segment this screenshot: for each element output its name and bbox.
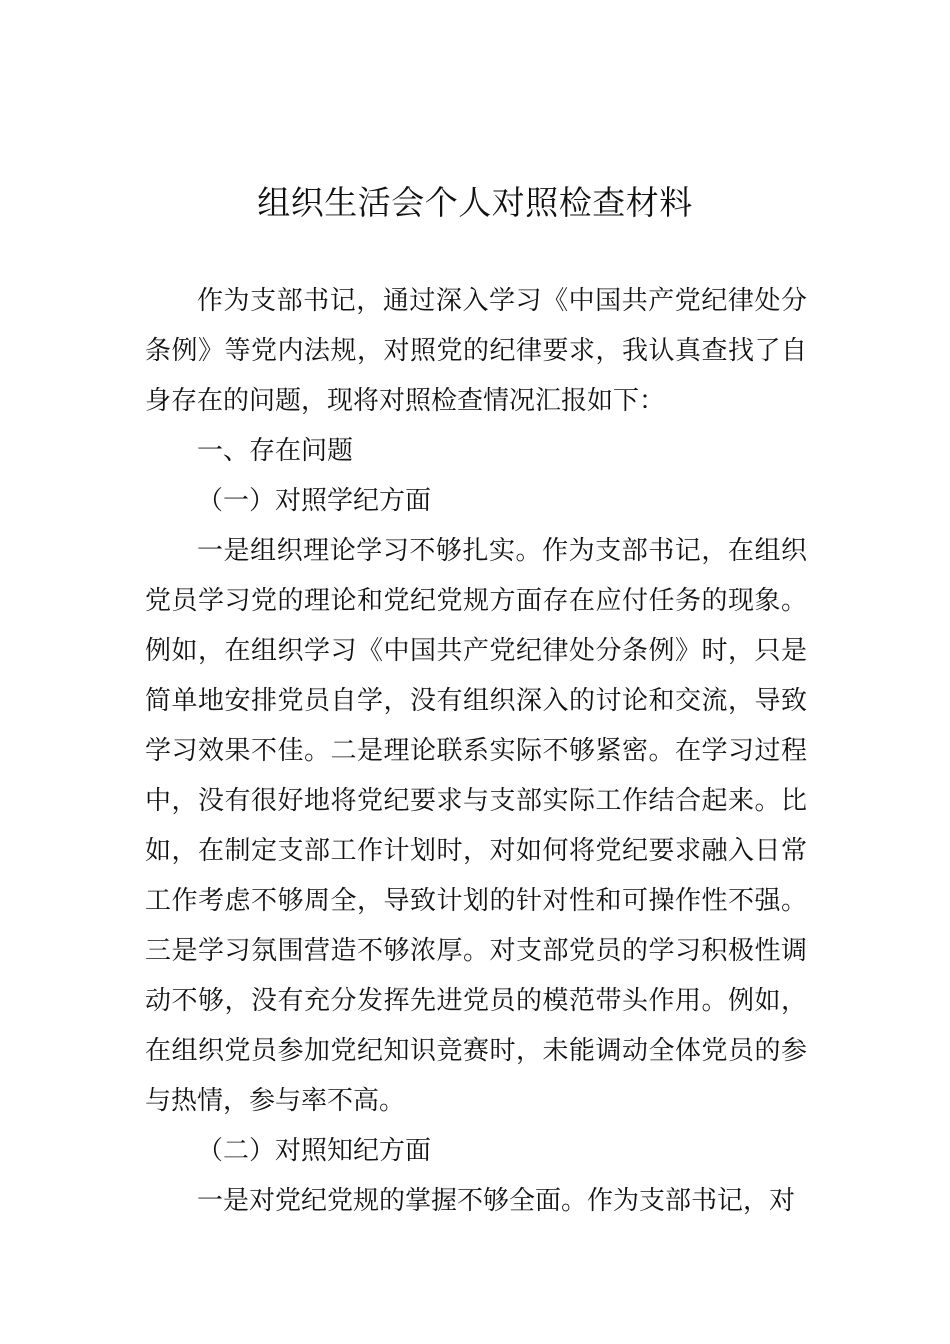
heading-subsection-1: （一）对照学纪方面 bbox=[197, 486, 432, 516]
heading-subsection-2: （二）对照知纪方面 bbox=[197, 1136, 432, 1166]
paragraph-know-discipline: 一是对党纪党规的掌握不够全面。作为支部书记，对 bbox=[197, 1186, 796, 1216]
paragraph-intro: 作为支部书记，通过深入学习《中国共产党纪律处分条例》等党内法规，对照党的纪律要求，我认真查找了自身存在的问题，现将对照检查情况汇报如下： bbox=[145, 286, 807, 416]
document-title: 组织生活会个人对照检查材料 bbox=[257, 183, 693, 222]
document-body bbox=[145, 276, 807, 1226]
paragraph-study-discipline: 一是组织理论学习不够扎实。作为支部书记，在组织党员学习党的理论和党纪党规方面存在应付任务的现象。例如，在组织学习《中国共产党纪律处分条例》时，只是简单地安排党员自学，没有组织深入的讨论和交流，导致学习效果不佳。二是理论联系实际不够紧密。在学习过程中，没有很好地将党纪要求与支部实际工作结合起来。比如，在制定支部工作计划时，对如何将党纪要求融入日常工作考虑不够周全，导致计划的针对性和可操作性不强。三是学习氛围营造不够浓厚。对支部党员的学习积极性调动不够，没有充分发挥先进党员的模范带头作用。例如，在组织党员参加党纪知识竞赛时，未能调动全体党员的参与热情，参与率不高。 bbox=[145, 536, 807, 1116]
heading-section-1: 一、存在问题 bbox=[197, 436, 354, 466]
